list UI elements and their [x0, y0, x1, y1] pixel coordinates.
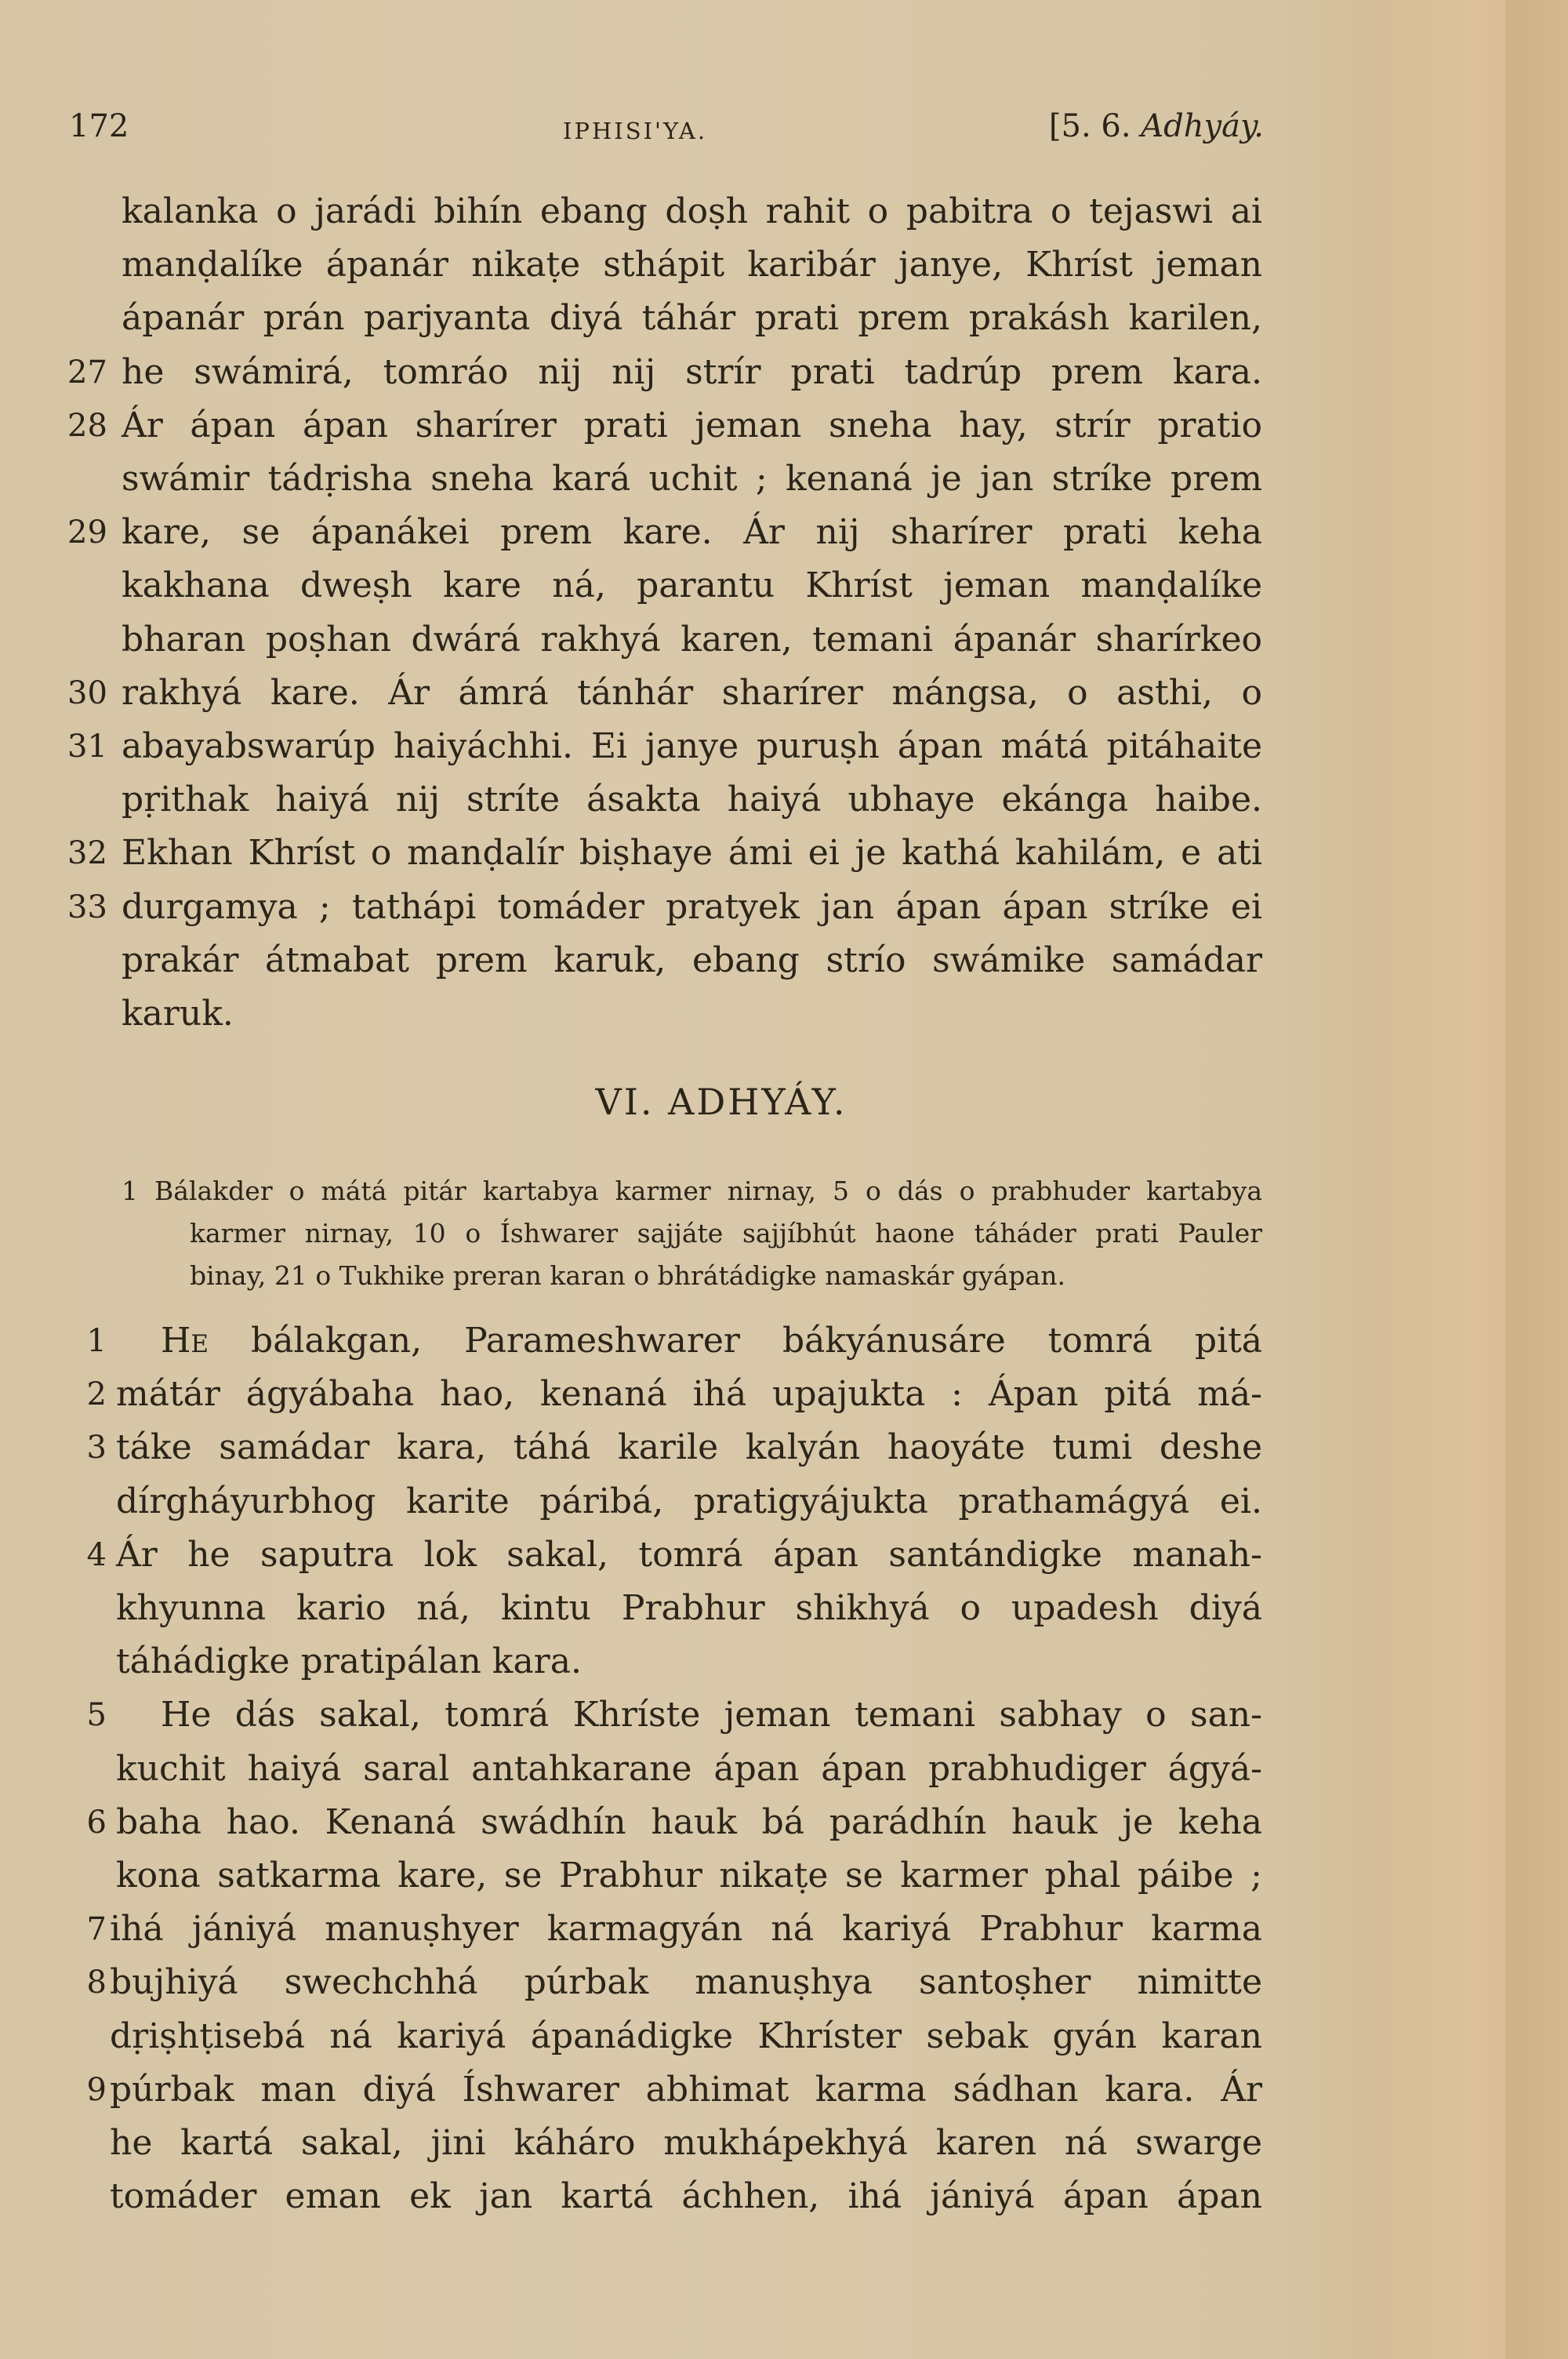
text-line: ihá jániyá manuṣhyer karmagyán ná kariyá Prabhur karma: [110, 1909, 1262, 1950]
verse-number: 2: [86, 1376, 107, 1413]
book-spine-shadow: [1505, 0, 1568, 2359]
summary-line: 1 Bálakder o mátá pitár kartabya karmer nirnay, 5 o dás o prabhuder kartabya: [122, 1176, 1262, 1206]
text-line: púrbak man diyá Íshwarer abhimat karma sádhan kara. Ár: [110, 2069, 1262, 2110]
text-line: rakhyá kare. Ár ámrá tánhár sharírer mángsa, o asthi, o: [122, 672, 1262, 713]
verse-number: 3: [86, 1430, 107, 1467]
verse-number: 5: [86, 1697, 107, 1734]
text-line: Ár ápan ápan sharírer prati jeman sneha hay, strír pratio: [122, 405, 1262, 445]
text-line: kuchit haiyá saral antahkarane ápan ápan prabhudiger ágyá-: [116, 1748, 1262, 1789]
text-line: táke samádar kara, táhá karile kalyán haoyáte tumi deshe: [116, 1427, 1262, 1468]
text-line: kona satkarma kare, se Prabhur nikaṭe se karmer phal páibe ;: [116, 1856, 1262, 1896]
text-line: prakár átmabat prem karuk, ebang strío swámike samádar: [122, 940, 1262, 980]
running-header: [69, 108, 1264, 155]
verse-number: 6: [86, 1804, 107, 1841]
text-line: durgamya ; tathápi tomáder pratyek jan ápan ápan stríke ei: [122, 886, 1262, 927]
text-line: manḍalíke ápanár nikaṭe sthápit karibár janye, Khríst jeman: [122, 245, 1262, 285]
chapter-heading-text: VI. ADHYÁY.: [595, 1081, 848, 1123]
verse-number: 8: [86, 1965, 107, 2001]
text-line: kare, se ápanákei prem kare. Ár nij sharírer prati keha: [122, 512, 1262, 553]
text-line-content: bálakgan, Parameshwarer bákyánusáre tomrá pitá: [251, 1321, 1262, 1361]
text-line: mátár ágyábaha hao, kenaná ihá upajukta : Ápan pitá má-: [116, 1374, 1262, 1415]
text-line: He dás sakal, tomrá Khríste jeman temani sabhay o san-: [161, 1695, 1262, 1736]
verse-number: 30: [67, 674, 107, 711]
text-line: Ár he saputra lok sakal, tomrá ápan santándigke manah-: [116, 1534, 1262, 1575]
summary-line: binay, 21 o Tukhike preran karan o bhrátádigke namaskár gyápan.: [190, 1260, 1065, 1291]
summary-line: karmer nirnay, 10 o Íshwarer sajjáte sajjíbhút haone táháder prati Pauler: [190, 1218, 1262, 1249]
verse-number: 32: [67, 835, 107, 872]
verse-number: 29: [67, 514, 107, 551]
text-line: [161, 1314, 1262, 1368]
chapter-heading: [0, 1081, 1568, 1123]
text-line: dírgháyurbhog karite páribá, pratigyájukta prathamágyá ei.: [116, 1481, 1262, 1521]
verse-number: 1: [86, 1323, 107, 1359]
text-line: pṛithak haiyá nij stríte ásakta haiyá ubhaye ekánga haibe.: [122, 780, 1262, 820]
text-line: kalanka o jarádi bihín ebang doṣh rahit o pabitra o tejaswi ai: [122, 191, 1262, 231]
text-line: he kartá sakal, jini káháro mukhápekhyá karen ná swarge: [110, 2123, 1262, 2163]
verse-number: 28: [67, 407, 107, 444]
text-line: dṛiṣhṭisebá ná kariyá ápanádigke Khríster sebak gyán karan: [110, 2016, 1262, 2056]
text-line: táhádigke pratipálan kara.: [116, 1641, 582, 1682]
page-number: 172: [69, 108, 129, 144]
text-line: khyunna kario ná, kintu Prabhur shikhyá o upadesh diyá: [116, 1588, 1262, 1628]
text-line: kakhana dweṣh kare ná, parantu Khríst jeman manḍalíke: [122, 565, 1262, 606]
verse-number: 9: [86, 2071, 107, 2108]
text-line: tomáder eman ek jan kartá áchhen, ihá jániyá ápan ápan: [110, 2176, 1262, 2217]
verse-number: 31: [67, 729, 107, 765]
text-line: karuk.: [122, 994, 234, 1034]
running-title: IPHISI'YA.: [563, 118, 708, 144]
section-ref-number: [5. 6.: [1048, 108, 1142, 144]
text-line: Ekhan Khríst o manḍalír biṣhaye ámi ei je kathá kahilám, e ati: [122, 833, 1262, 874]
section-ref-label: Adhyáy.: [1141, 108, 1264, 144]
text-line: bharan poṣhan dwárá rakhyá karen, temani ápanár sharírkeo: [122, 619, 1262, 660]
section-reference: [1049, 108, 1264, 144]
verse-number: 7: [86, 1911, 107, 1948]
verse-number: 27: [67, 354, 107, 391]
verse-number: 4: [86, 1536, 107, 1573]
text-line: ápanár prán parjyanta diyá táhár prati prem prakásh karilen,: [122, 298, 1262, 339]
drop-initial-word: He: [161, 1321, 209, 1361]
text-line: he swámirá, tomráo nij nij strír prati tadrúp prem kara.: [122, 351, 1262, 392]
verse-number: 33: [67, 889, 107, 925]
text-line: swámir tádṛisha sneha kará uchit ; kenaná je jan stríke prem: [122, 459, 1262, 499]
text-line: abayabswarúp haiyáchhi. Ei janye puruṣh ápan mátá pitáhaite: [122, 726, 1262, 766]
text-line: bujhiyá swechchhá púrbak manuṣhya santoṣher nimitte: [110, 1962, 1262, 2003]
text-line: baha hao. Kenaná swádhín hauk bá parádhín hauk je keha: [116, 1801, 1262, 1842]
